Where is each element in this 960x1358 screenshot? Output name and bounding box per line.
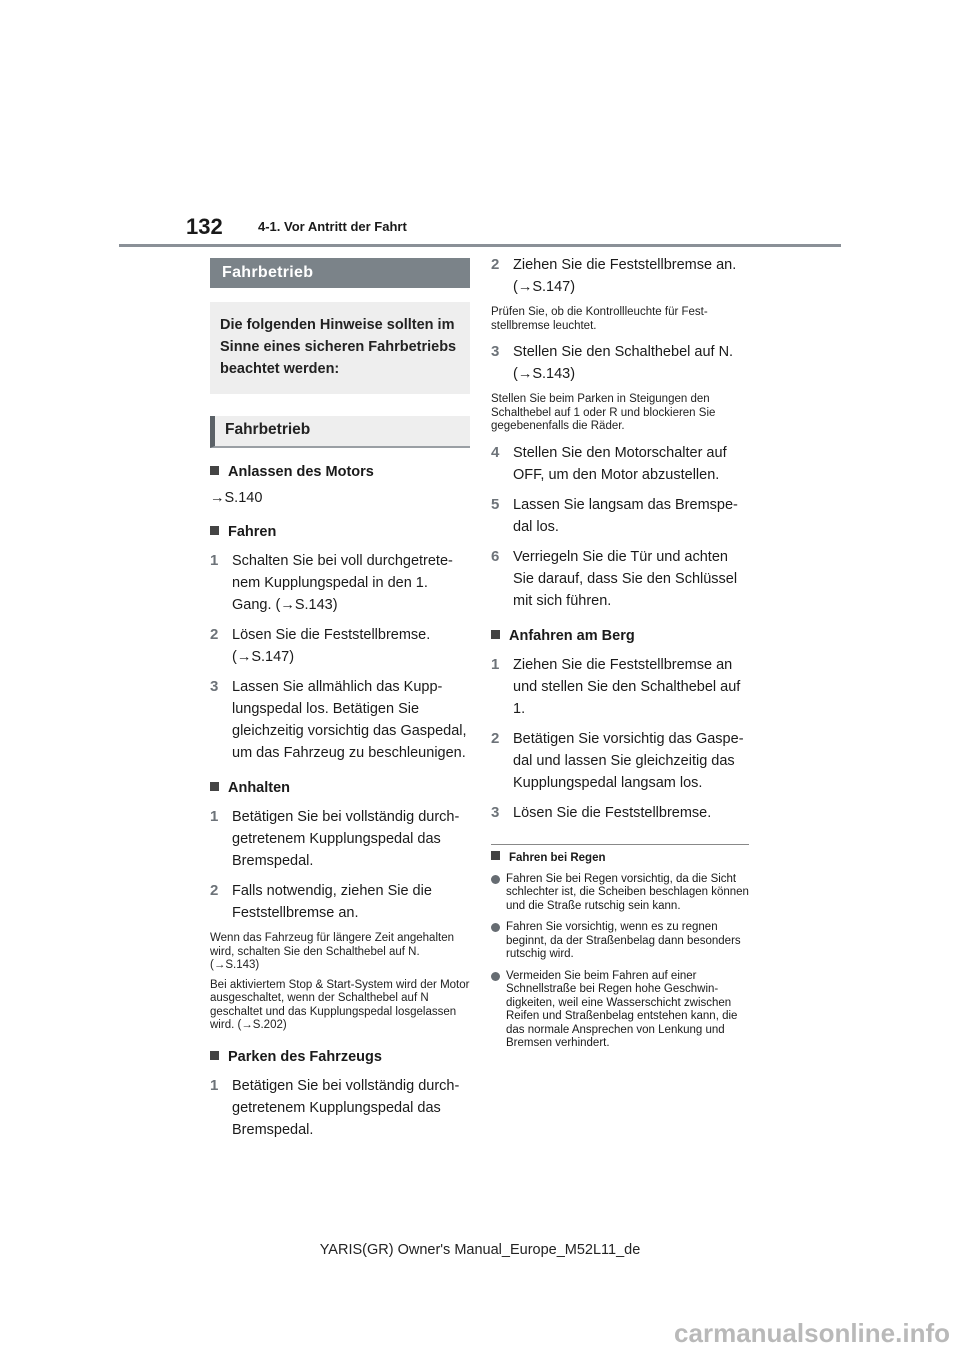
step-item: 2 Lösen Sie die Feststellbremse. (→S.147) xyxy=(210,626,431,665)
section-fahren: Fahren xyxy=(210,522,470,542)
square-bullet-icon xyxy=(210,466,219,475)
section-parken: Parken des Fahrzeugs xyxy=(210,1047,470,1067)
step-item: 3 Lösen Sie die Feststellbremse. xyxy=(491,803,712,821)
note-bullet: Fahren Sie bei Regen vorsichtig, da die Sicht schlechter ist, die Scheiben beschlagen können und die Straße rutschig sein kann. xyxy=(491,873,749,914)
note-bullet: Vermeiden Sie beim Fahren auf einer Schnellstraße bei Regen hohe Geschwindigkeiten, weil eine Wasserschicht zwischen Reifen und Straßenbelag entstehen kann, die das normale Ansprechen von Lenkung und Bremsen verhindert. xyxy=(491,970,749,1051)
intro-box: Die folgenden Hinweise sollten im Sinne eines sicheren Fahrbetriebs beachtet werden: xyxy=(210,302,470,394)
step-item: 1 Betätigen Sie bei vollständig durchgetretenem Kupplungspedal das Bremspedal. xyxy=(210,1076,460,1138)
circle-bullet-icon xyxy=(491,875,500,884)
step-item: 1 Betätigen Sie bei vollständig durchgetretenem Kupplungspedal das Bremspedal. xyxy=(210,808,460,869)
section-anfahren-berg: Anfahren am Berg xyxy=(491,626,749,646)
header-rule xyxy=(119,244,841,247)
step-item: 3 Stellen Sie den Schalthebel auf N. (→S.143) xyxy=(491,343,734,382)
square-bullet-icon xyxy=(491,630,500,639)
step-note: Wenn das Fahrzeug für längere Zeit angehalten wird, schalten Sie den Schalthebel auf N. (→S.143) xyxy=(210,932,454,971)
square-bullet-icon xyxy=(491,851,500,860)
step-item: 2 Betätigen Sie vorsichtig das Gaspedal und lassen Sie gleichzeitig das Kupplungspedal langsam los. xyxy=(491,729,744,791)
square-bullet-icon xyxy=(210,526,219,535)
page-reference: →S.140 xyxy=(210,490,263,506)
step-item: 1 Ziehen Sie die Feststellbremse an und stellen Sie den Schalthebel auf 1. xyxy=(491,655,741,717)
note-bullet: Fahren Sie vorsichtig, wenn es zu regnen beginnt, da der Straßenbelag dann besonders rutschig wird. xyxy=(491,921,749,962)
square-bullet-icon xyxy=(210,782,219,791)
step-item: 1 Schalten Sie bei voll durchgetretenem Kupplungspedal in den 1. Gang. (→S.143) xyxy=(210,552,453,613)
section-anlassen: Anlassen des Motors xyxy=(210,462,470,482)
step-item: 5 Lassen Sie langsam das Bremspedal los. xyxy=(491,495,738,535)
section-banner: Fahrbetrieb xyxy=(210,258,470,288)
circle-bullet-icon xyxy=(491,972,500,981)
step-item: 3 Lassen Sie allmählich das Kupplungspedal los. Betätigen Sie gleichzeitig vorsichtig das Gaspedal, um das Fahrzeug zu beschleunigen. xyxy=(210,678,467,761)
step-note: Prüfen Sie, ob die Kontrollleuchte für Feststellbremse leuchtet. xyxy=(491,306,708,332)
notes-divider xyxy=(491,844,749,845)
step-item: 2 Ziehen Sie die Feststellbremse an. (→S.147) xyxy=(491,256,737,295)
step-item: 2 Falls notwendig, ziehen Sie die Feststellbremse an. xyxy=(210,882,432,921)
page-number: 132 xyxy=(186,214,223,239)
section-anhalten: Anhalten xyxy=(210,778,470,798)
square-bullet-icon xyxy=(210,1051,219,1060)
step-note: Stellen Sie beim Parken in Steigungen den Schalthebel auf 1 oder R und blockieren Sie gegebenenfalls die Räder. xyxy=(491,393,716,432)
watermark: carmanualsonline.info xyxy=(674,1318,950,1348)
circle-bullet-icon xyxy=(491,923,500,932)
left-column xyxy=(210,258,470,1141)
step-note: Bei aktiviertem Stop & Start-System wird der Motor ausgeschaltet, wenn der Schalthebel auf N geschaltet und das Kupplungspedal losgelassen wird. (→S.202) xyxy=(210,978,470,1031)
note-title-regen: Fahren bei Regen xyxy=(491,851,749,865)
step-item: 6 Verriegeln Sie die Tür und achten Sie darauf, dass Sie den Schlüssel mit sich führen. xyxy=(491,547,738,609)
right-column xyxy=(491,254,749,1051)
chapter-title: 4-1. Vor Antritt der Fahrt xyxy=(258,219,407,234)
step-item: 4 Stellen Sie den Motorschalter auf OFF, um den Motor abzustellen. xyxy=(491,443,727,483)
subheading: Fahrbetrieb xyxy=(210,416,470,448)
page-footer: YARIS(GR) Owner's Manual_Europe_M52L11_de xyxy=(319,1242,641,1258)
